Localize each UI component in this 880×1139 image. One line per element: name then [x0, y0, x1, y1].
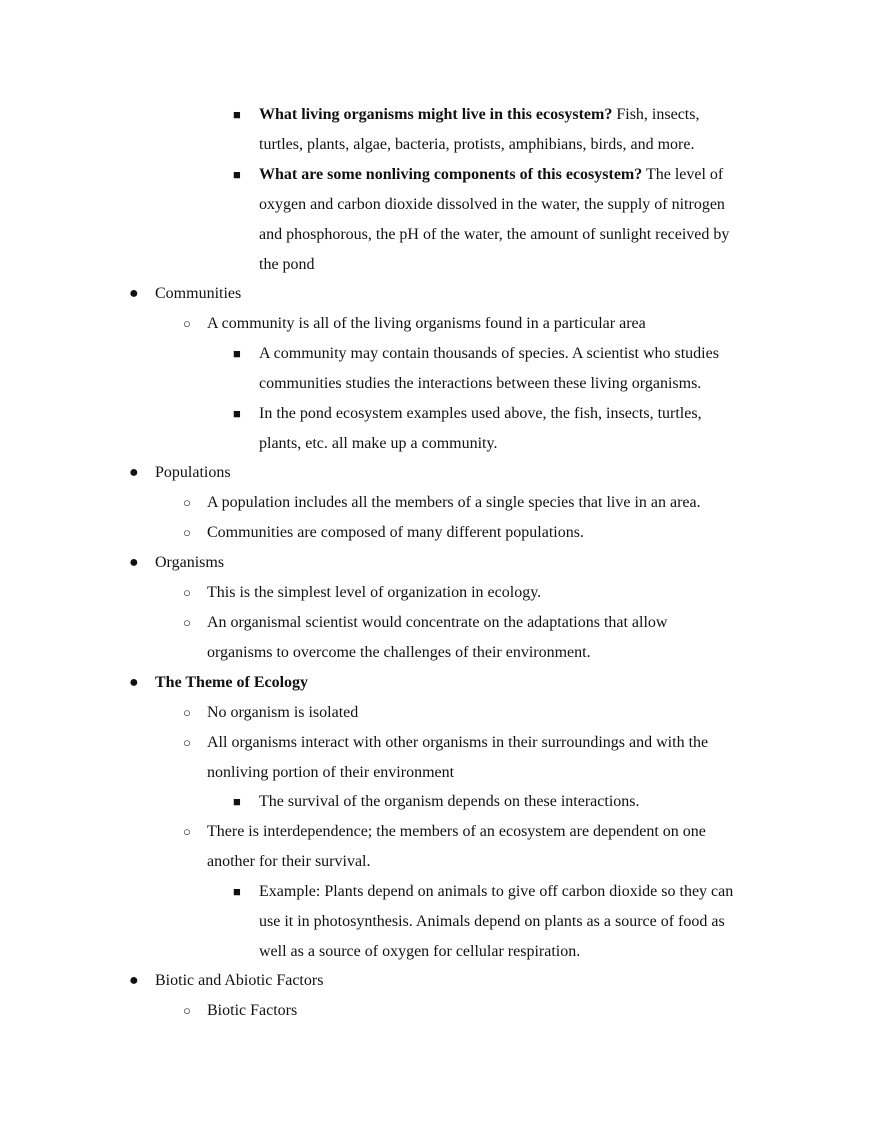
- text-line: turtles, plants, algae, bacteria, protists, amphibians, birds, and more.: [259, 136, 695, 153]
- text-line: use it in photosynthesis. Animals depend on plants as a source of food as: [259, 913, 725, 930]
- text-line: A community may contain thousands of species. A scientist who studies: [259, 345, 719, 362]
- disc-bullet-icon: ●: [129, 674, 139, 691]
- circle-bullet-icon: ○: [183, 824, 191, 839]
- section-heading-biotic-abiotic: Biotic and Abiotic Factors: [155, 972, 324, 989]
- text-line: Fish, insects,: [612, 106, 700, 123]
- square-bullet-icon: ■: [233, 167, 241, 182]
- text-line: the pond: [259, 256, 315, 273]
- circle-bullet-icon: ○: [183, 615, 191, 630]
- circle-bullet-icon: ○: [183, 495, 191, 510]
- question-heading: What are some nonliving components of this ecosystem?: [259, 166, 643, 183]
- disc-bullet-icon: ●: [129, 972, 139, 989]
- square-bullet-icon: ■: [233, 884, 241, 899]
- section-heading-organisms: Organisms: [155, 554, 225, 571]
- text-line: All organisms interact with other organisms in their surroundings and with the: [207, 734, 709, 751]
- text-line: No organism is isolated: [207, 704, 359, 721]
- section-heading-communities: Communities: [155, 285, 242, 302]
- text-line: An organismal scientist would concentrate on the adaptations that allow: [207, 614, 668, 631]
- text-line: oxygen and carbon dioxide dissolved in the water, the supply of nitrogen: [259, 196, 725, 213]
- circle-bullet-icon: ○: [183, 705, 191, 720]
- text-line: Biotic Factors: [207, 1002, 298, 1019]
- square-bullet-icon: ■: [233, 406, 241, 421]
- text-line: Example: Plants depend on animals to give off carbon dioxide so they can: [259, 883, 734, 900]
- text-line: another for their survival.: [207, 853, 371, 870]
- question-heading: What living organisms might live in this ecosystem?: [259, 106, 613, 123]
- section-heading-theme-of-ecology: [155, 673, 308, 693]
- bold-heading: The Theme of Ecology: [155, 674, 309, 691]
- section-heading-populations: Populations: [155, 464, 231, 481]
- text-line: The level of: [642, 166, 724, 183]
- text-line: In the pond ecosystem examples used above, the fish, insects, turtles,: [259, 405, 702, 422]
- text-line: organisms to overcome the challenges of their environment.: [207, 644, 591, 661]
- text-line: nonliving portion of their environment: [207, 764, 455, 781]
- text-line: A population includes all the members of a single species that live in an area.: [207, 494, 701, 511]
- text-line: communities studies the interactions between these living organisms.: [259, 375, 702, 392]
- square-bullet-icon: ■: [233, 107, 241, 122]
- circle-bullet-icon: ○: [183, 735, 191, 750]
- text-line: This is the simplest level of organization in ecology.: [207, 584, 542, 601]
- text-line: plants, etc. all make up a community.: [259, 435, 498, 452]
- square-bullet-icon: ■: [233, 794, 241, 809]
- text-line: There is interdependence; the members of an ecosystem are dependent on one: [207, 823, 706, 840]
- disc-bullet-icon: ●: [129, 554, 139, 571]
- circle-bullet-icon: ○: [183, 316, 191, 331]
- circle-bullet-icon: ○: [183, 525, 191, 540]
- text-line: A community is all of the living organisms found in a particular area: [207, 315, 646, 332]
- disc-bullet-icon: ●: [129, 285, 139, 302]
- text-line: Communities are composed of many different populations.: [207, 524, 584, 541]
- circle-bullet-icon: ○: [183, 585, 191, 600]
- list-item-text: [259, 105, 699, 125]
- text-line: The survival of the organism depends on these interactions.: [259, 793, 640, 810]
- text-line: well as a source of oxygen for cellular respiration.: [259, 943, 581, 960]
- text-line: and phosphorous, the pH of the water, the amount of sunlight received by: [259, 226, 730, 243]
- list-item-text: [259, 165, 723, 185]
- square-bullet-icon: ■: [233, 346, 241, 361]
- circle-bullet-icon: ○: [183, 1003, 191, 1018]
- disc-bullet-icon: ●: [129, 464, 139, 481]
